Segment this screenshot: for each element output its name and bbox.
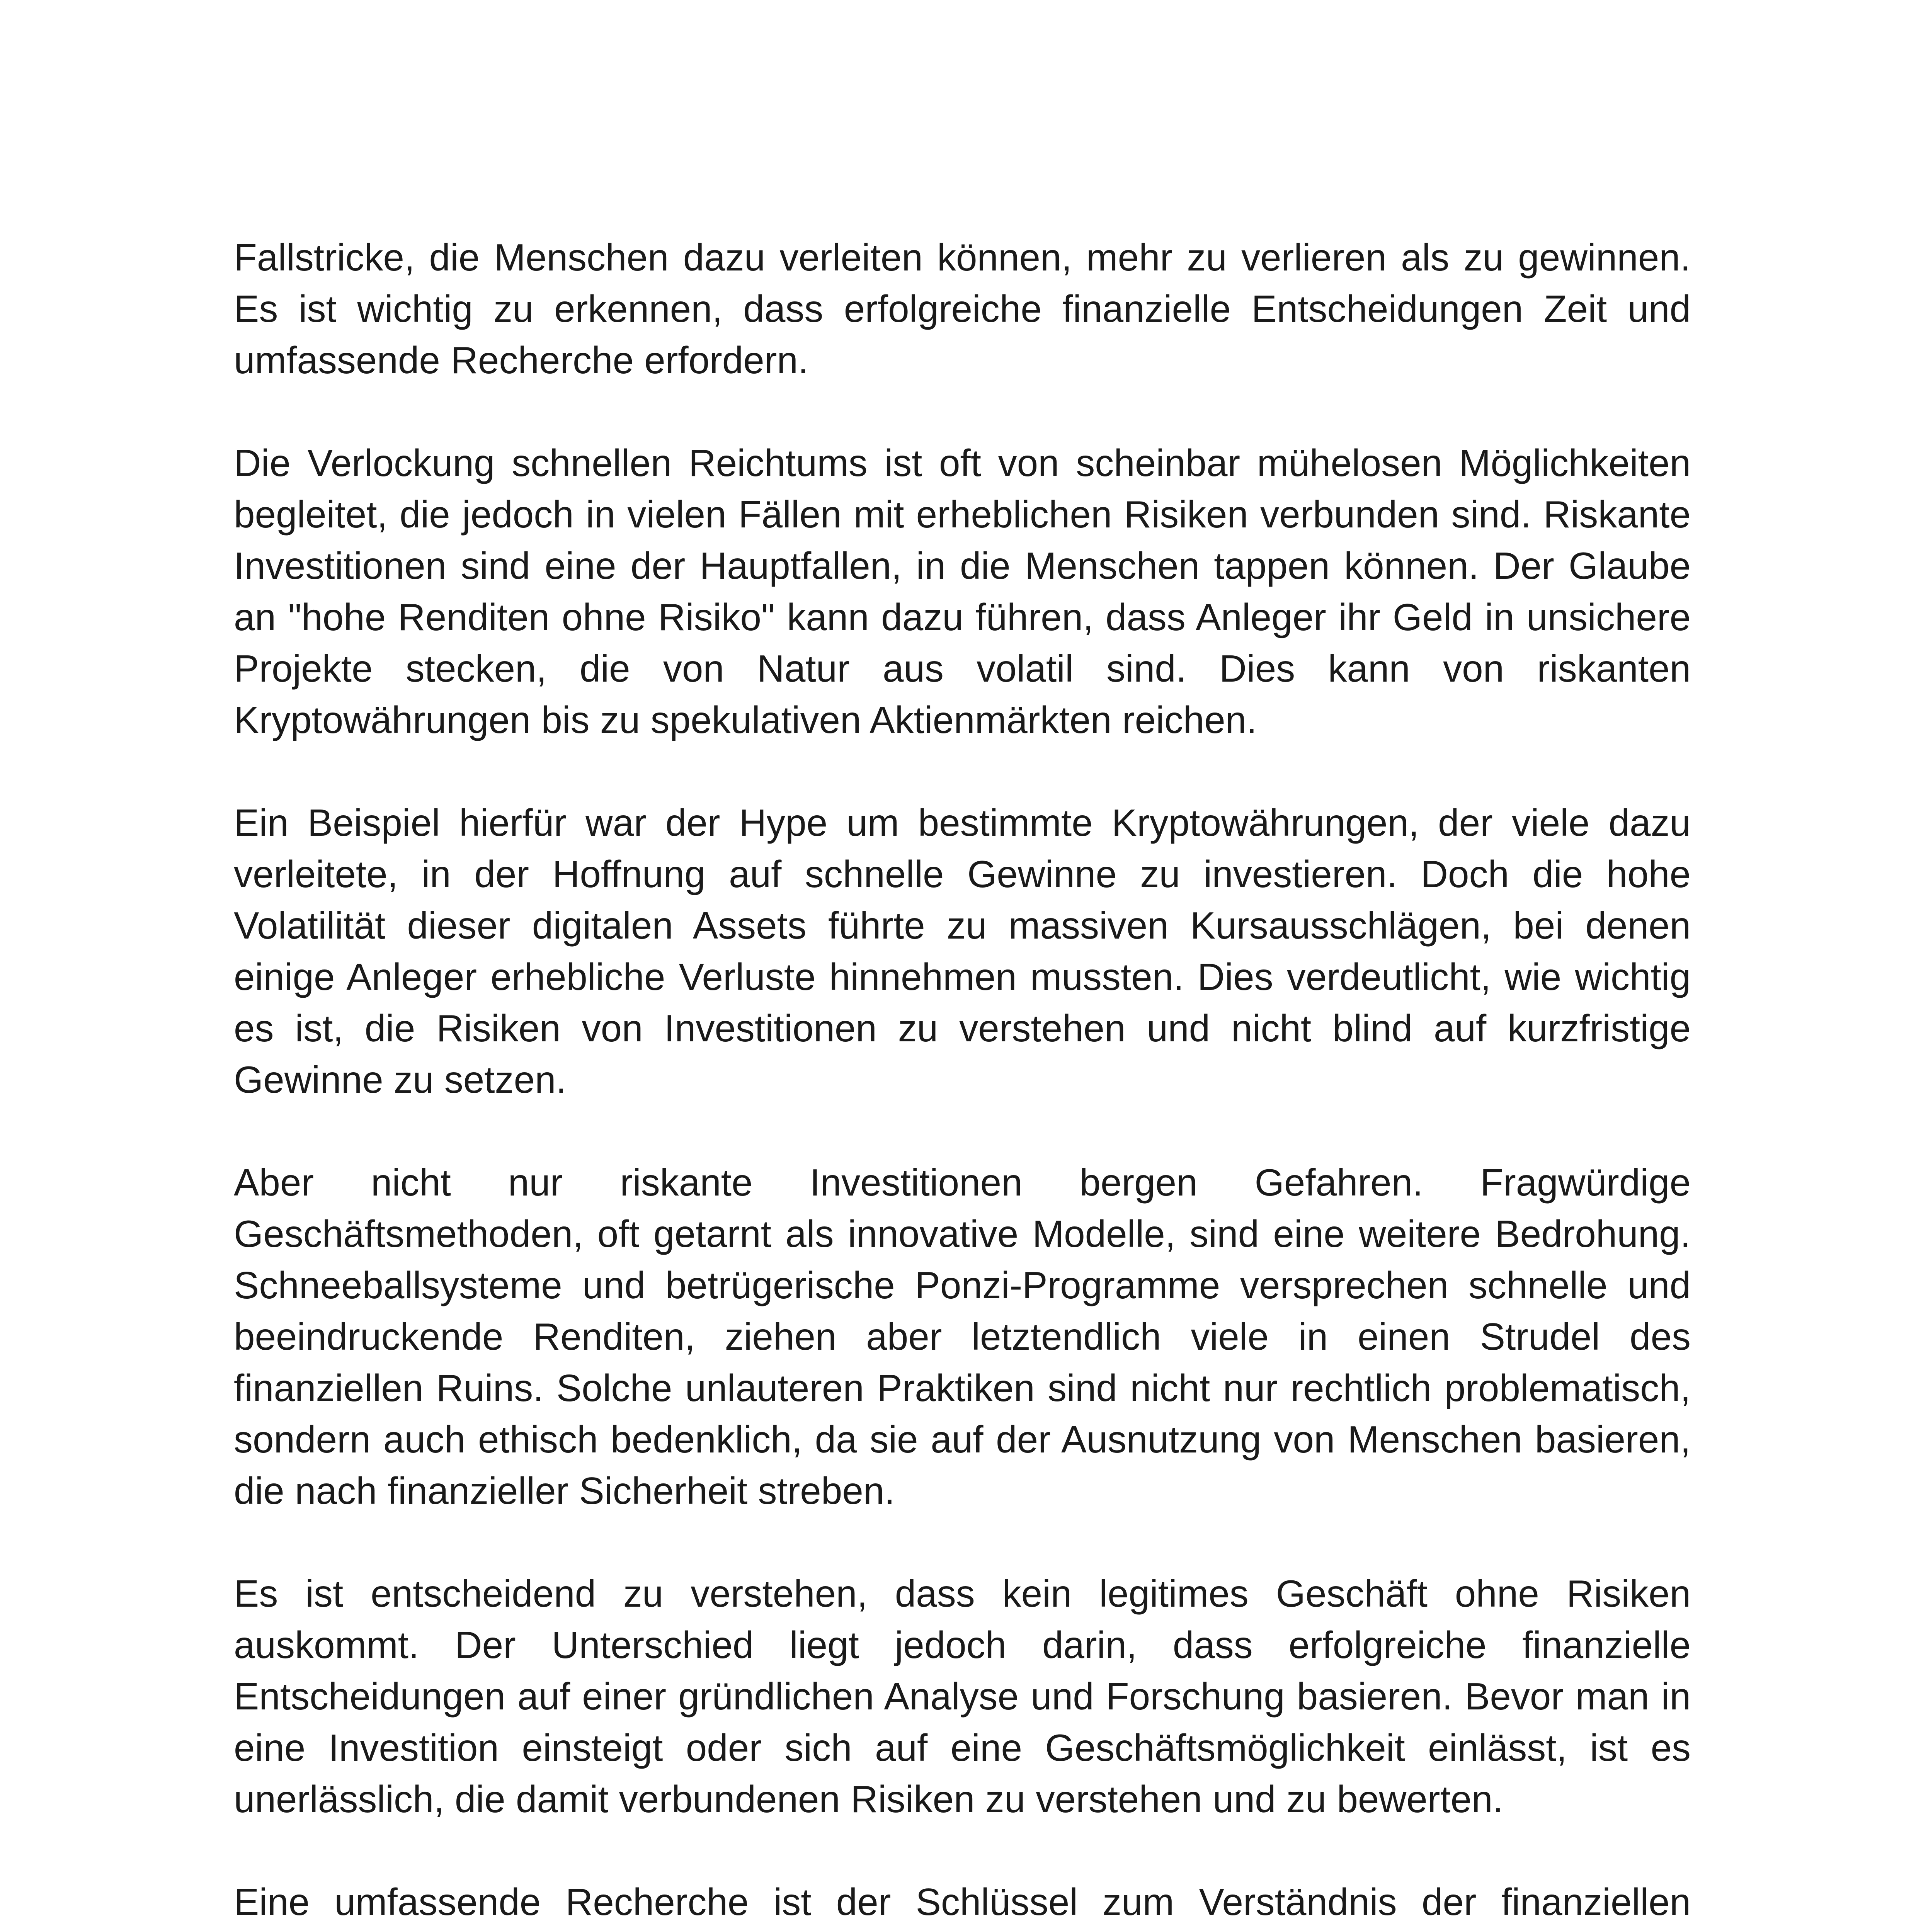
paragraph-5: Es ist entscheidend zu verstehen, dass kein legitimes Geschäft ohne Risiken auskommt. Der Unterschied liegt jedoch darin, dass erfolgreiche finanzielle Entscheidungen auf einer gründlichen Analyse und Forschung basieren. Bevor man in eine Investition einsteigt oder sich auf eine Geschäftsmöglichkeit einlässt, ist es unerlässlich, die damit verbundenen Risiken zu verstehen und zu bewerten. xyxy=(234,1572,1691,1820)
paragraph-2: Die Verlockung schnellen Reichtums ist oft von scheinbar mühelosen Möglichkeiten begleitet, die jedoch in vielen Fällen mit erheblichen Risiken verbunden sind. Riskante Investitionen sind eine der Hauptfallen, in die Menschen tappen können. Der Glaube an "hohe Renditen ohne Risiko" kann dazu führen, dass Anleger ihr Geld in unsichere Projekte stecken, die von Natur aus volatil sind. Dies kann von riskanten Kryptowährungen bis zu spekulativen Aktienmärkten reichen. xyxy=(234,442,1691,741)
document-page xyxy=(234,232,1691,1932)
paragraph-1: Fallstricke, die Menschen dazu verleiten können, mehr zu verlieren als zu gewinnen. Es ist wichtig zu erkennen, dass erfolgreiche finanzielle Entscheidungen Zeit und umfassende Recherche erfordern. xyxy=(234,236,1691,381)
paragraph-6: Eine umfassende Recherche ist der Schlüssel zum Verständnis der finanziellen xyxy=(234,1881,1691,1923)
paragraph-3: Ein Beispiel hierfür war der Hype um bestimmte Kryptowährungen, der viele dazu verleitete, in der Hoffnung auf schnelle Gewinne zu investieren. Doch die hohe Volatilität dieser digitalen Assets führte zu massiven Kursausschlägen, bei denen einige Anleger erhebliche Verluste hinnehmen mussten. Dies verdeutlicht, wie wichtig es ist, die Risiken von Investitionen zu verstehen und nicht blind auf kurzfristige Gewinne zu setzen. xyxy=(234,801,1691,1101)
paragraph-4: Aber nicht nur riskante Investitionen bergen Gefahren. Fragwürdige Geschäftsmethoden, oft getarnt als innovative Modelle, sind eine weitere Bedrohung. Schneeballsysteme und betrügerische Ponzi-Programme versprechen schnelle und beeindruckende Renditen, ziehen aber letztendlich viele in einen Strudel des finanziellen Ruins. Solche unlauteren Praktiken sind nicht nur rechtlich problematisch, sondern auch ethisch bedenklich, da sie auf der Ausnutzung von Menschen basieren, die nach finanzieller Sicherheit streben. xyxy=(234,1161,1691,1512)
